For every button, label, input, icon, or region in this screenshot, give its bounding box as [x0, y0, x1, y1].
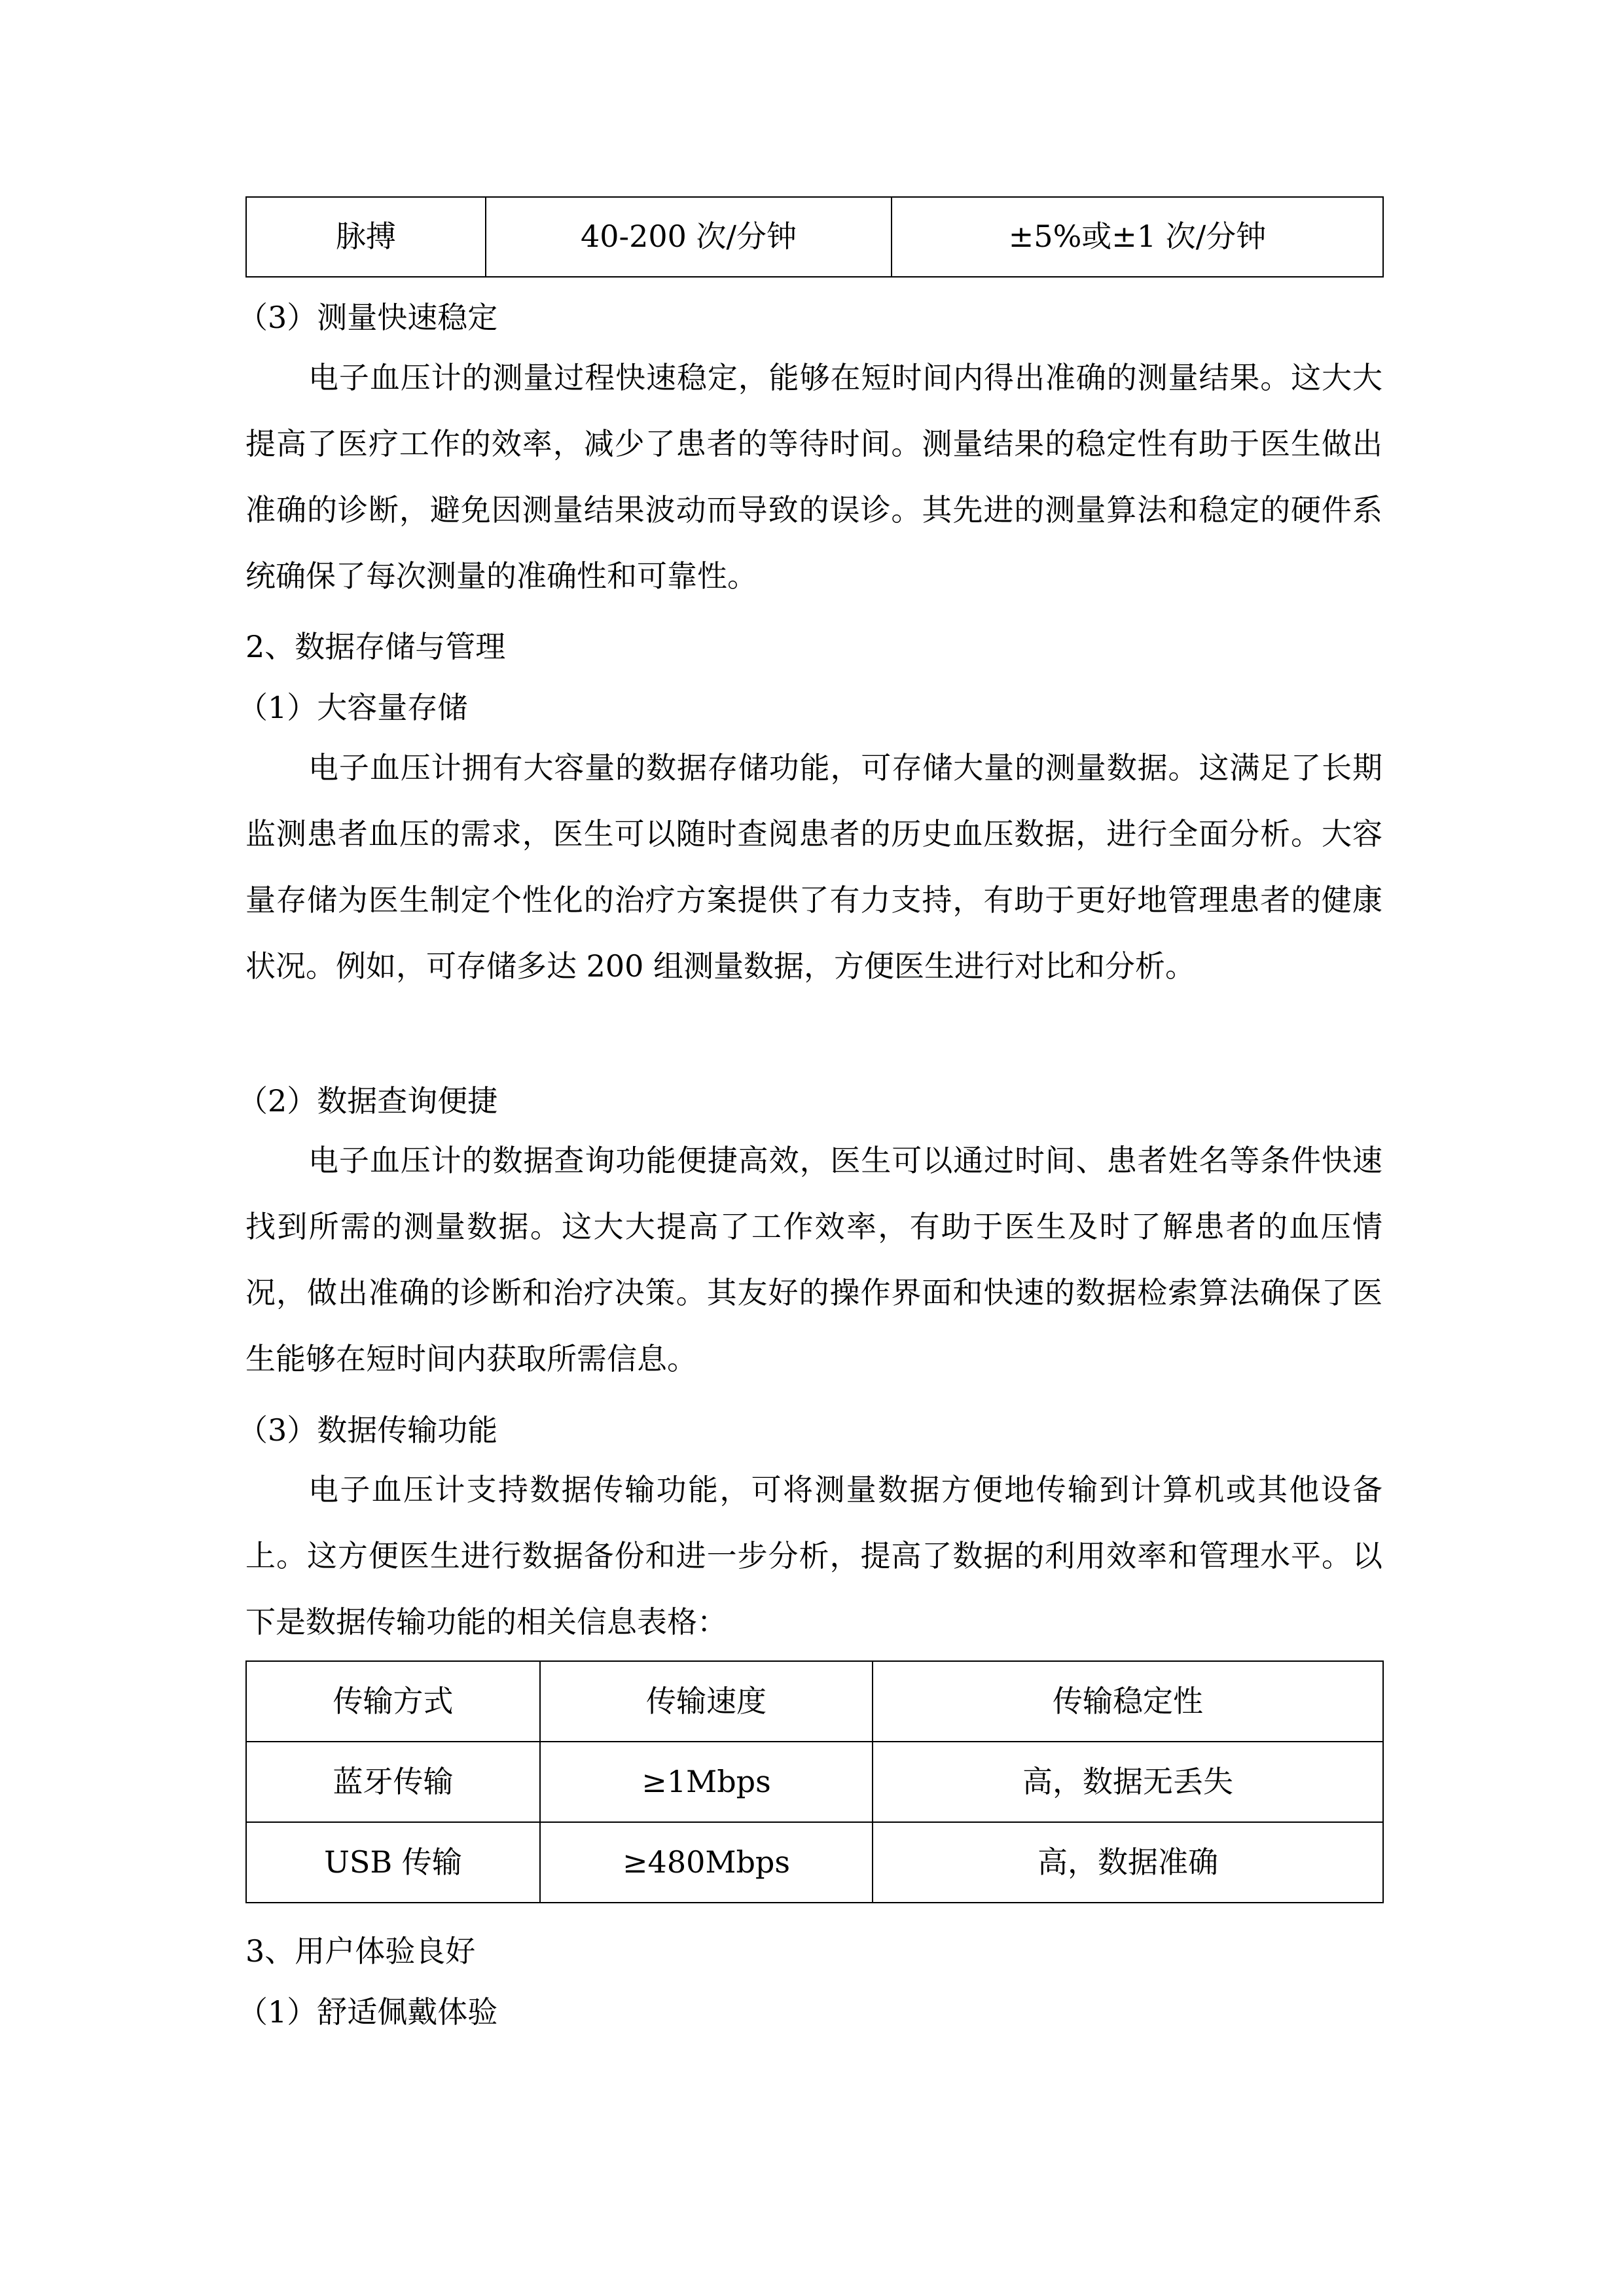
paragraph-large-storage: 电子血压计拥有大容量的数据存储功能，可存储大量的测量数据。这满足了长期监测患者血压的需求，医生可以随时查阅患者的历史血压数据，进行全面分析。大容量存储为医生制定个性化的治疗方案提供了有力支持，有助于更好地管理患者的健康状况。例如，可存储多达 200 组测量数据，方便医生进行对比和分析。 — [245, 750, 1382, 984]
section-heading-data-transfer: （3）数据传输功能 — [238, 1412, 498, 1448]
table-cell: 40-200 次/分钟 — [486, 197, 892, 277]
table-cell: ±5%或±1 次/分钟 — [892, 197, 1383, 277]
section-heading-large-storage: （1）大容量存储 — [238, 690, 468, 725]
table-cell: 脉搏 — [246, 197, 486, 277]
data-transfer-table — [245, 1660, 1384, 1903]
table-cell: USB 传输 — [246, 1822, 540, 1903]
table-cell: 高，数据无丢失 — [873, 1742, 1383, 1822]
table-header-row — [246, 1661, 1383, 1742]
table-cell: 蓝牙传输 — [246, 1742, 540, 1822]
table-row — [246, 1742, 1383, 1822]
section-heading-comfortable-wear: （1）舒适佩戴体验 — [238, 1994, 498, 2030]
paragraph-measurement-stable: 电子血压计的测量过程快速稳定，能够在短时间内得出准确的测量结果。这大大提高了医疗工作的效率，减少了患者的等待时间。测量结果的稳定性有助于医生做出准确的诊断，避免因测量结果波动而导致的误诊。其先进的测量算法和稳定的硬件系统确保了每次测量的准确性和可靠性。 — [245, 360, 1382, 594]
table-header-cell: 传输速度 — [540, 1661, 873, 1742]
section-heading-user-experience: 3、用户体验良好 — [245, 1933, 476, 1969]
specs-table-continued — [245, 196, 1384, 278]
table-row — [246, 197, 1383, 277]
table-cell: ≥1Mbps — [540, 1742, 873, 1822]
section-heading-measurement-stable: （3）测量快速稳定 — [238, 300, 498, 335]
table-header-cell: 传输稳定性 — [873, 1661, 1383, 1742]
table-row — [246, 1822, 1383, 1903]
section-heading-data-query: （2）数据查询便捷 — [238, 1083, 498, 1119]
table-header-cell: 传输方式 — [246, 1661, 540, 1742]
table-cell: ≥480Mbps — [540, 1822, 873, 1903]
paragraph-data-query: 电子血压计的数据查询功能便捷高效，医生可以通过时间、患者姓名等条件快速找到所需的测量数据。这大大提高了工作效率，有助于医生及时了解患者的血压情况，做出准确的诊断和治疗决策。其友好的操作界面和快速的数据检索算法确保了医生能够在短时间内获取所需信息。 — [245, 1143, 1382, 1376]
section-heading-data-storage: 2、数据存储与管理 — [245, 629, 506, 664]
paragraph-data-transfer: 电子血压计支持数据传输功能，可将测量数据方便地传输到计算机或其他设备上。这方便医生进行数据备份和进一步分析，提高了数据的利用效率和管理水平。以下是数据传输功能的相关信息表格： — [245, 1472, 1382, 1640]
table-cell: 高，数据准确 — [873, 1822, 1383, 1903]
